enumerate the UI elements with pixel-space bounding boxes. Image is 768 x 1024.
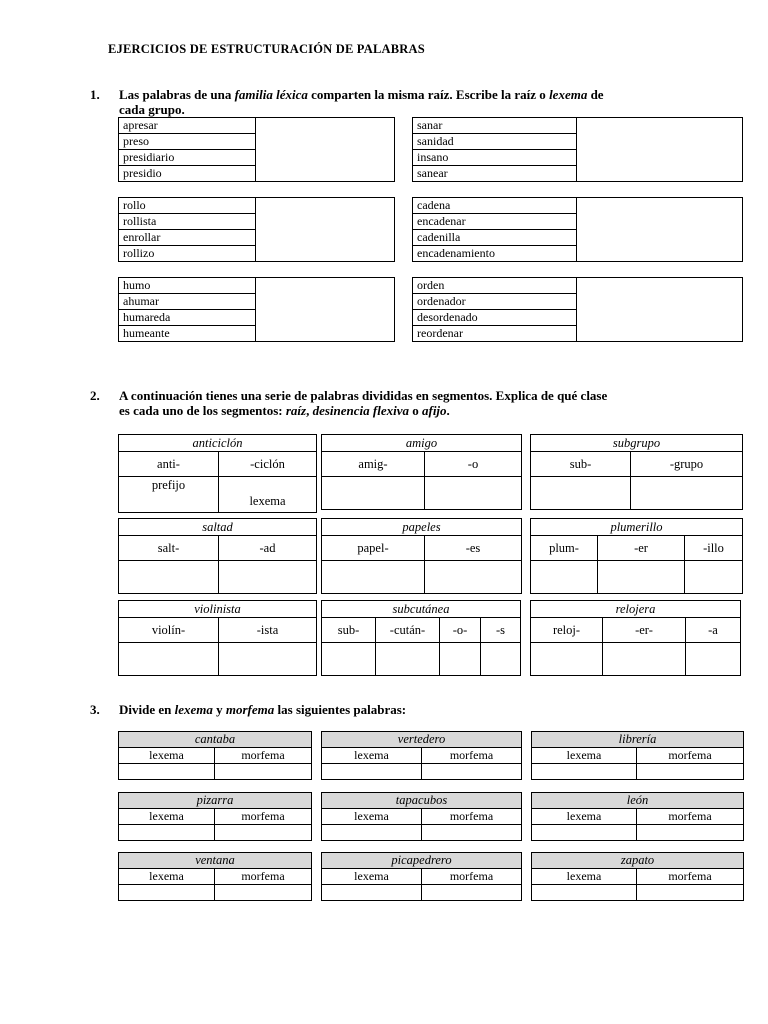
segment-cell: -illo — [685, 536, 743, 561]
family-word: presidio — [119, 166, 256, 182]
segment-table — [321, 434, 522, 510]
segment-table — [321, 518, 522, 594]
segment-word-header: plumerillo — [531, 519, 743, 536]
q2-text-part: o — [408, 403, 422, 418]
word-family-table — [118, 277, 395, 342]
lexema-answer-field[interactable] — [532, 885, 637, 901]
family-word: rollista — [119, 214, 256, 230]
family-word: rollizo — [119, 246, 256, 262]
family-word: ordenador — [413, 294, 577, 310]
q2-text-part: es cada uno de los segmentos: — [119, 403, 286, 418]
division-word-header: vertedero — [322, 732, 522, 748]
segment-type-answer[interactable] — [598, 561, 685, 594]
q1-text-part: comparten la misma raíz. Escribe la raíz o — [307, 87, 550, 102]
word-family-table — [412, 117, 743, 182]
segment-type-answer[interactable] — [322, 477, 425, 510]
family-word: sanidad — [413, 134, 577, 150]
lexema-column-header: lexema — [532, 869, 637, 885]
segment-word-header: saltad — [119, 519, 317, 536]
q1-term-lexema: lexema — [549, 87, 588, 102]
q1-term-familia-lexica: familia léxica — [234, 87, 308, 102]
q1-text-line2: cada grupo. — [119, 102, 185, 117]
word-family-table — [412, 197, 743, 262]
division-word-header: picapedrero — [322, 853, 522, 869]
segment-type-answer[interactable] — [685, 561, 743, 594]
morfema-column-header: morfema — [422, 748, 522, 764]
segment-type-answer[interactable] — [531, 643, 603, 676]
segment-type-answer[interactable] — [425, 477, 522, 510]
lexema-column-header: lexema — [532, 809, 637, 825]
family-word: reordenar — [413, 326, 577, 342]
lexema-column-header: lexema — [119, 869, 215, 885]
segment-table — [118, 600, 317, 676]
segment-type-answer[interactable] — [119, 561, 219, 594]
family-word: sanar — [413, 118, 577, 134]
morfema-answer-field[interactable] — [637, 764, 744, 780]
morfema-answer-field[interactable] — [215, 825, 312, 841]
segment-type-answer[interactable] — [440, 643, 481, 676]
division-word-header: ventana — [119, 853, 312, 869]
segment-table — [321, 600, 521, 676]
lexema-column-header: lexema — [119, 748, 215, 764]
segment-cell: anti- — [119, 452, 219, 477]
segment-cell: papel- — [322, 536, 425, 561]
family-word: ahumar — [119, 294, 256, 310]
morfema-column-header: morfema — [422, 869, 522, 885]
family-word: presidiario — [119, 150, 256, 166]
segment-cell: -o- — [440, 618, 481, 643]
family-word: humeante — [119, 326, 256, 342]
segment-cell: -a — [686, 618, 741, 643]
lexema-morfema-table — [321, 731, 522, 780]
q2-text-line1: A continuación tienes una serie de palabras divididas en segmentos. Explica de qué clase — [119, 388, 608, 403]
q2-text-part: . — [446, 403, 450, 418]
segment-cell: sub- — [322, 618, 376, 643]
q2-term-afijo: afijo — [421, 403, 447, 418]
segment-type-answer[interactable] — [425, 561, 522, 594]
family-word: orden — [413, 278, 577, 294]
morfema-answer-field[interactable] — [637, 885, 744, 901]
segment-type-answer[interactable]: lexema — [219, 477, 317, 513]
segment-word-header: papeles — [322, 519, 522, 536]
segment-cell: -ista — [219, 618, 317, 643]
lexema-answer-field[interactable] — [532, 764, 637, 780]
morfema-column-header: morfema — [637, 809, 744, 825]
lexema-answer-field[interactable] — [322, 885, 422, 901]
segment-cell: -er- — [603, 618, 686, 643]
family-word: enrollar — [119, 230, 256, 246]
family-word: humareda — [119, 310, 256, 326]
question-2-text — [119, 388, 719, 418]
segment-cell: -er — [598, 536, 685, 561]
lexema-morfema-table — [118, 731, 312, 780]
segment-word-header: subgrupo — [531, 435, 743, 452]
lexema-morfema-table — [531, 731, 744, 780]
segment-type-answer[interactable] — [322, 643, 376, 676]
morfema-column-header: morfema — [422, 809, 522, 825]
q2-term-raiz: raíz — [285, 403, 307, 418]
segment-cell: -grupo — [631, 452, 743, 477]
root-answer-field[interactable] — [577, 118, 743, 182]
segment-word-header: subcutánea — [322, 601, 521, 618]
root-answer-field[interactable] — [256, 278, 395, 342]
morfema-column-header: morfema — [637, 869, 744, 885]
segment-word-header: relojera — [531, 601, 741, 618]
segment-type-answer[interactable] — [376, 643, 440, 676]
segment-cell: -ciclón — [219, 452, 317, 477]
segment-word-header: anticiclón — [119, 435, 317, 452]
morfema-answer-field[interactable] — [422, 825, 522, 841]
morfema-answer-field[interactable] — [637, 825, 744, 841]
question-3-number: 3. — [90, 702, 100, 717]
family-word: rollo — [119, 198, 256, 214]
morfema-column-header: morfema — [215, 748, 312, 764]
q1-text-part: de — [587, 87, 604, 102]
family-word: humo — [119, 278, 256, 294]
segment-table — [530, 434, 743, 510]
segment-cell: -ad — [219, 536, 317, 561]
morfema-answer-field[interactable] — [422, 764, 522, 780]
q3-text-part: Divide en — [119, 702, 175, 717]
lexema-column-header: lexema — [119, 809, 215, 825]
segment-type-answer[interactable] — [219, 561, 317, 594]
division-word-header: cantaba — [119, 732, 312, 748]
morfema-column-header: morfema — [215, 809, 312, 825]
lexema-answer-field[interactable] — [322, 825, 422, 841]
lexema-morfema-table — [531, 792, 744, 841]
division-word-header: pizarra — [119, 793, 312, 809]
word-family-table — [118, 117, 395, 182]
root-answer-field[interactable] — [256, 118, 395, 182]
family-word: encadenamiento — [413, 246, 577, 262]
lexema-morfema-table — [118, 852, 312, 901]
division-word-header: tapacubos — [322, 793, 522, 809]
lexema-morfema-table — [531, 852, 744, 901]
lexema-answer-field[interactable] — [119, 825, 215, 841]
root-answer-field[interactable] — [577, 198, 743, 262]
question-2-number: 2. — [90, 388, 100, 403]
lexema-morfema-table — [321, 792, 522, 841]
segment-type-answer[interactable] — [219, 643, 317, 676]
family-word: apresar — [119, 118, 256, 134]
segment-type-answer[interactable] — [686, 643, 741, 676]
segment-cell: salt- — [119, 536, 219, 561]
segment-type-answer[interactable] — [119, 643, 219, 676]
segment-word-header: violinista — [119, 601, 317, 618]
lexema-morfema-table — [321, 852, 522, 901]
morfema-column-header: morfema — [215, 869, 312, 885]
segment-cell: plum- — [531, 536, 598, 561]
morfema-answer-field[interactable] — [215, 885, 312, 901]
segment-cell: -s — [481, 618, 521, 643]
segment-cell: violín- — [119, 618, 219, 643]
segment-cell: -o — [425, 452, 522, 477]
family-word: insano — [413, 150, 577, 166]
segment-type-answer[interactable] — [322, 561, 425, 594]
lexema-column-header: lexema — [322, 869, 422, 885]
segment-type-answer[interactable] — [531, 477, 631, 510]
division-word-header: zapato — [532, 853, 744, 869]
word-family-table — [412, 277, 743, 342]
q3-text-part: las siguientes palabras: — [274, 702, 407, 717]
lexema-answer-field[interactable] — [119, 764, 215, 780]
lexema-answer-field[interactable] — [322, 764, 422, 780]
segment-word-header: amigo — [322, 435, 522, 452]
q1-text-part: Las palabras de una — [119, 87, 235, 102]
segment-cell: -es — [425, 536, 522, 561]
lexema-answer-field[interactable] — [532, 825, 637, 841]
family-word: desordenado — [413, 310, 577, 326]
segment-cell: amig- — [322, 452, 425, 477]
family-word: cadena — [413, 198, 577, 214]
division-word-header: librería — [532, 732, 744, 748]
q2-term-desinencia: desinencia flexiva — [312, 403, 409, 418]
family-word: sanear — [413, 166, 577, 182]
word-family-table — [118, 197, 395, 262]
segment-table — [530, 600, 741, 676]
family-word: preso — [119, 134, 256, 150]
segment-type-answer[interactable]: prefijo — [119, 477, 219, 513]
q3-text-part: y — [212, 702, 226, 717]
q3-term-morfema: morfema — [225, 702, 275, 717]
lexema-column-header: lexema — [322, 809, 422, 825]
segment-type-answer[interactable] — [481, 643, 521, 676]
lexema-column-header: lexema — [322, 748, 422, 764]
segment-type-answer[interactable] — [631, 477, 743, 510]
q2-text-part: , — [306, 403, 313, 418]
segment-table — [530, 518, 743, 594]
page-title: EJERCICIOS DE ESTRUCTURACIÓN DE PALABRAS — [108, 42, 425, 56]
segment-table — [118, 434, 317, 513]
morfema-answer-field[interactable] — [215, 764, 312, 780]
segment-cell: reloj- — [531, 618, 603, 643]
segment-type-answer[interactable] — [603, 643, 686, 676]
lexema-morfema-table — [118, 792, 312, 841]
family-word: cadenilla — [413, 230, 577, 246]
segment-cell: -cután- — [376, 618, 440, 643]
segment-table — [118, 518, 317, 594]
family-word: encadenar — [413, 214, 577, 230]
question-1-text — [119, 87, 679, 117]
root-answer-field[interactable] — [577, 278, 743, 342]
segment-type-answer[interactable] — [531, 561, 598, 594]
lexema-column-header: lexema — [532, 748, 637, 764]
root-answer-field[interactable] — [256, 198, 395, 262]
q3-term-lexema: lexema — [174, 702, 213, 717]
morfema-column-header: morfema — [637, 748, 744, 764]
lexema-answer-field[interactable] — [119, 885, 215, 901]
question-3-text — [119, 702, 679, 717]
division-word-header: león — [532, 793, 744, 809]
morfema-answer-field[interactable] — [422, 885, 522, 901]
question-1-number: 1. — [90, 87, 100, 102]
segment-cell: sub- — [531, 452, 631, 477]
